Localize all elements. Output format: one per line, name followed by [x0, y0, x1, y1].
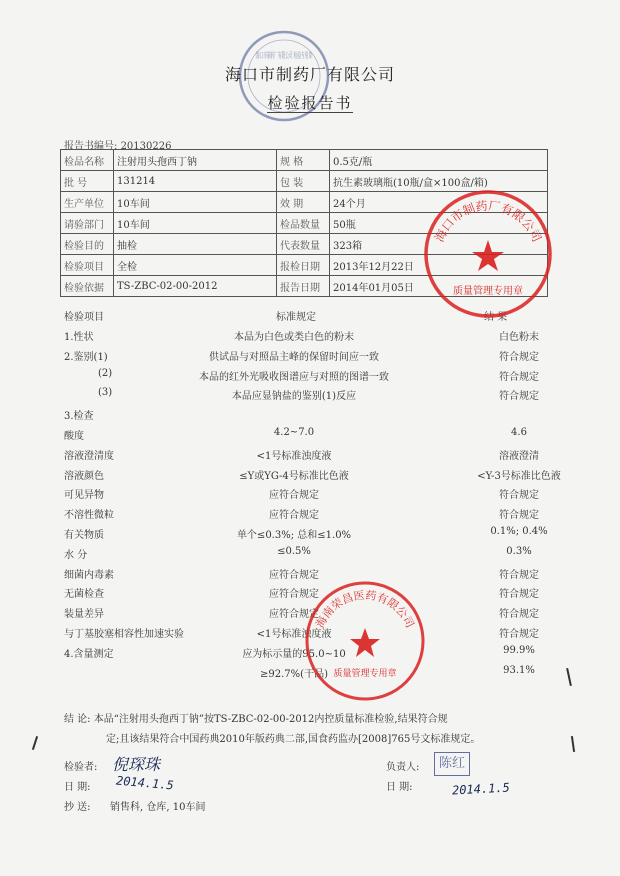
sample-qty-value: 50瓶	[330, 213, 548, 234]
customer-stamp-sub: 质量管理专用章	[333, 669, 397, 679]
result-value: 符合规定	[499, 371, 539, 383]
purpose-value: 抽检	[114, 234, 277, 255]
result-standard: ≤0.5%	[277, 545, 311, 557]
result-item: 4.含量测定	[64, 648, 114, 660]
basis-label: 检验依据	[61, 276, 114, 297]
result-item: 1.性状	[64, 332, 94, 343]
inspector-date-label: 日 期:	[64, 782, 91, 793]
report-date-value: 2014年01月05日	[330, 276, 548, 297]
result-value: 符合规定	[499, 569, 539, 581]
result-standard: ≤Y或YG-4号标准比色液	[239, 470, 349, 482]
document-title: 检验报告书	[267, 94, 353, 112]
result-item: 2.鉴别(1)	[64, 351, 108, 363]
receive-date-value: 2013年12月22日	[330, 255, 548, 276]
manufacturer-label: 生产单位	[61, 192, 114, 213]
conclusion-line2: 定;且该结果符合中国药典2010年版药典二部,国食药监办[2008]765号文标准规定。	[106, 734, 481, 745]
result-value: 93.1%	[503, 664, 535, 676]
sampling-dept-label: 请验部门	[61, 213, 114, 234]
represent-qty-label: 代表数量	[277, 234, 330, 255]
result-row	[64, 506, 538, 520]
result-standard: <1号标准浊度液	[256, 450, 332, 462]
basis-value: TS-ZBC-02-00-2012	[114, 276, 277, 297]
company-stamp-sub: 质量管理专用章	[453, 286, 523, 297]
items-label: 检验项目	[61, 255, 114, 276]
product-label: 检品名称	[61, 150, 114, 171]
receive-date-label: 报检日期	[277, 255, 330, 276]
conclusion-line1: 本品“注射用头孢西丁钠”按TS-ZBC-02-00-2012内控质量标准检验,结果符合规	[93, 714, 448, 725]
result-standard: 应符合规定	[269, 589, 319, 601]
result-row	[64, 407, 538, 421]
result-item: 与丁基胶塞相容性加速实验	[64, 629, 184, 640]
validity-value: 24个月	[330, 192, 548, 213]
result-row	[64, 387, 538, 401]
conclusion	[64, 710, 574, 750]
results-header-standard: 标准规定	[276, 312, 316, 323]
result-standard: 应符合规定	[269, 569, 319, 581]
customer-stamp-text: 海南荣昌医药有限公司	[313, 588, 417, 630]
result-value: 白色粉末	[499, 332, 539, 343]
reviewer-label: 负责人:	[386, 762, 420, 773]
batch-label: 批 号	[61, 171, 114, 192]
result-item: 溶液颜色	[64, 470, 104, 482]
result-row	[64, 526, 548, 541]
result-item: 装量差异	[64, 609, 104, 621]
result-row	[64, 467, 561, 482]
result-row	[64, 348, 538, 362]
package-label: 包 装	[277, 171, 330, 192]
scan-mark	[32, 736, 38, 750]
conclusion-label: 结 论:	[64, 714, 91, 725]
result-row	[64, 368, 538, 382]
company-name: 海口市制药厂有限公司	[224, 65, 395, 84]
result-item: 有关物质	[64, 530, 104, 541]
result-item: 不溶性微粒	[64, 510, 114, 522]
sample-qty-label: 检品数量	[277, 213, 330, 234]
result-value: 符合规定	[499, 510, 539, 522]
result-row	[64, 328, 538, 342]
result-item: 酸度	[64, 431, 84, 442]
customer-quality-stamp	[300, 576, 430, 706]
results-header-result: 结 果	[484, 312, 508, 323]
inspector-label: 检验者:	[64, 762, 98, 773]
result-item: (2)	[98, 367, 113, 379]
result-item: 可见异物	[64, 490, 104, 502]
report-date-label: 报告日期	[277, 276, 330, 297]
company-stamp-text: 海口市制药厂有限公司	[432, 198, 544, 245]
result-standard: 应符合规定	[269, 510, 319, 522]
scan-mark	[566, 668, 572, 686]
result-standard: <1号标准浊度液	[256, 629, 332, 640]
result-standard: 本品的红外光吸收图谱应与对照的图谱一致	[199, 371, 389, 383]
manufacturer-value: 10车间	[114, 192, 277, 213]
cc-label: 抄 送:	[64, 802, 91, 813]
reviewer-seal: 陈红	[434, 752, 470, 776]
represent-qty-value: 323箱	[330, 234, 548, 255]
package-value: 抗生素玻璃瓶(10瓶/盒×100盒/箱)	[330, 171, 548, 192]
result-value: 0.3%	[506, 545, 532, 557]
result-standard: 本品为白色或类白色的粉末	[234, 332, 354, 343]
result-standard: ≥92.7%(干品)	[260, 668, 328, 680]
result-standard: 4.2~7.0	[273, 427, 315, 438]
result-item: 无菌检查	[64, 589, 104, 601]
spec-label: 规 格	[277, 150, 330, 171]
result-item: 3.检查	[64, 411, 94, 423]
result-value: 0.1%; 0.4%	[490, 526, 548, 537]
spec-value: 0.5克/瓶	[330, 150, 548, 171]
company-quality-stamp	[418, 184, 558, 324]
result-standard: 本品应显钠盐的鉴别(1)反应	[231, 391, 357, 403]
result-value: <Y-3号标准比色液	[477, 470, 561, 482]
inspector-date: 2014.1.5	[115, 773, 175, 793]
result-row	[64, 427, 538, 441]
result-value: 符合规定	[499, 609, 539, 621]
result-value: 符合规定	[499, 490, 539, 502]
star-icon	[350, 628, 380, 657]
result-row	[64, 447, 538, 461]
report-number: 报告书编号: 20130226	[64, 141, 172, 152]
inspector-signature: 倪琛珠	[112, 755, 161, 774]
result-row	[64, 546, 538, 560]
result-standard: 供试品与对照品主峰的保留时间应一致	[209, 351, 379, 363]
results-header-item: 检验项目	[64, 312, 104, 323]
result-standard: 单个≤0.3%; 总和≤1.0%	[236, 530, 352, 541]
result-item: 细菌内毒素	[64, 569, 114, 581]
items-value: 全检	[114, 255, 277, 276]
blue-seal-label: 海口市制药厂有限公司 检验专用章	[256, 51, 379, 60]
result-value: 符合规定	[499, 351, 539, 363]
sampling-dept-value: 10车间	[114, 213, 277, 234]
result-value: 99.9%	[503, 644, 535, 656]
cc-value: 销售科, 仓库, 10车间	[110, 802, 206, 813]
validity-label: 效 期	[277, 192, 330, 213]
result-value: 符合规定	[499, 629, 539, 640]
result-value: 溶液澄清	[499, 450, 539, 462]
product-value: 注射用头孢西丁钠	[114, 150, 277, 171]
result-item: (3)	[98, 387, 113, 399]
result-item: 水 分	[64, 549, 88, 561]
result-item: 溶液澄清度	[64, 450, 114, 462]
result-standard: 应为标示量的95.0~10	[242, 648, 346, 660]
result-value: 4.6	[511, 427, 527, 438]
result-value: 符合规定	[499, 589, 539, 601]
star-icon	[472, 240, 504, 271]
result-row	[64, 486, 538, 500]
result-standard: 应符合规定	[269, 609, 319, 621]
batch-value: 131214	[114, 171, 277, 192]
reviewer-date-label: 日 期:	[386, 782, 413, 793]
result-standard: 应符合规定	[269, 490, 319, 502]
reviewer-date: 2014.1.5	[451, 780, 511, 798]
result-value: 符合规定	[499, 391, 539, 403]
purpose-label: 检验目的	[61, 234, 114, 255]
